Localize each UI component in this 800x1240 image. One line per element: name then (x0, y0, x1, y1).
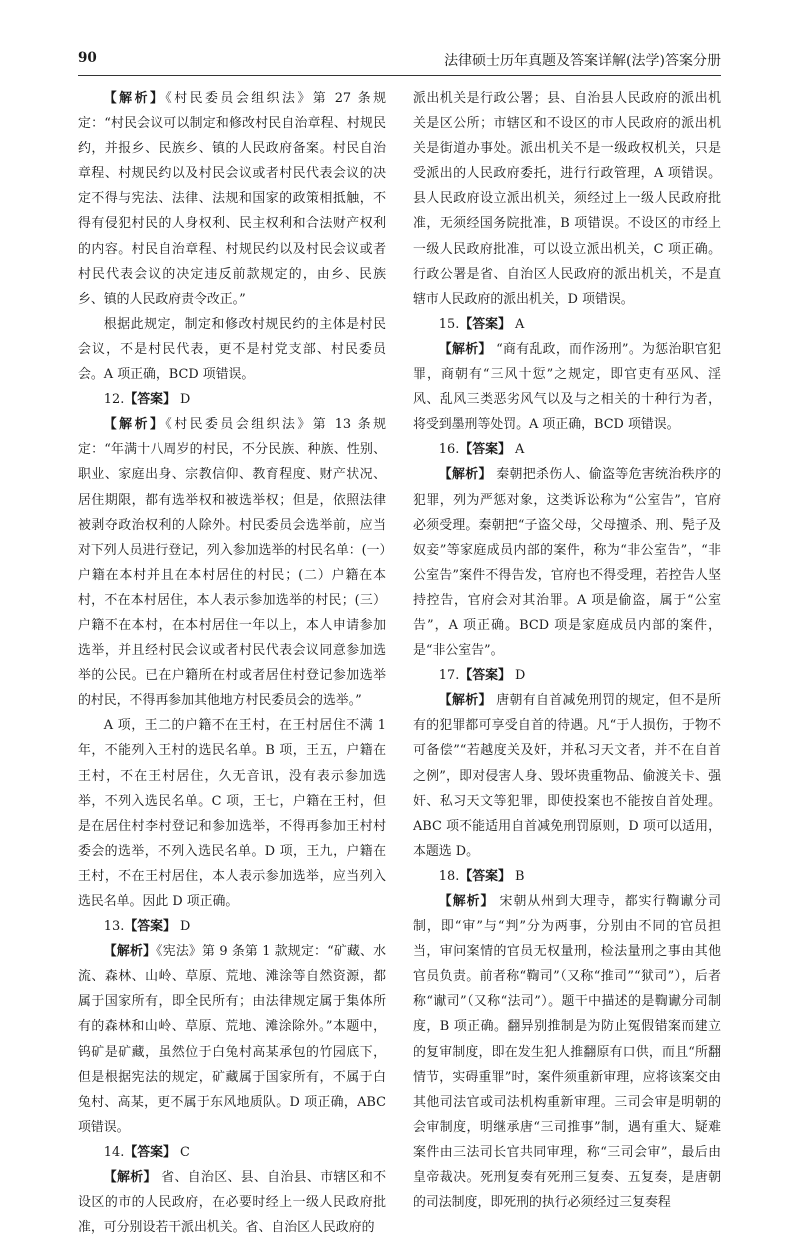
answer-label: 【答案】 (459, 668, 511, 684)
q17-answer-value: D (514, 668, 526, 684)
page-header (78, 50, 721, 72)
q18-number: 18. (438, 868, 460, 884)
q12-analysis-text: 《村民委员会组织法》第 13 条规定：“年满十八周岁的村民，不分民族、种族、性别、职业、家庭出身、宗教信仰、教育程度、财产状况、居住期限，都有选举权和被选举权；但是，依照法律被剥夺政治权利的人除外。村民委员会选举前，应当对下列人员进行登记，列入参加选举的村民名单：(一）户籍在本村并且在本村居住的村民；(二）户籍在本村，不在本村居住，本人表示参加选举的村民；(三）户籍不在本村，在本村居住一年以上，本人申请参加选举，并且经村民会议或者村民代表会议同意参加选举的公民。已在户籍所在村或者居住村登记参加选举的村民，不得再参加其他地方村民委员会的选举。” (78, 417, 386, 709)
q11-analysis-text: 《村民委员会组织法》第 27 条规定：“村民会议可以制定和修改村民自治章程、村规民约，并报乡、民族乡、镇的人民政府备案。村民自治章程、村规民约以及村民会议或者村民代表会议的决定不得与宪法、法律、法规和国家的政策相抵触，不得有侵犯村民的人身权利、民主权利和合法财产权利的内容。村民自治章程、村规民约以及村民会议或者村民代表会议的决定违反前款规定的，由乡、民族乡、镇的人民政府责令改正。” (78, 91, 386, 307)
q14-answer-value: C (179, 1144, 190, 1160)
q13-analysis (78, 939, 386, 1140)
q11-conclusion: 根据此规定，制定和修改村规民约的主体是村民会议，不是村民代表，更不是村党支部、村民委员会。A 项正确，BCD 项错误。 (78, 316, 386, 383)
q16-number: 16. (438, 442, 460, 458)
q17-analysis-text: 唐朝有自首减免刑罚的规定，但不是所有的犯罪都可享受自首的待遇。凡“于人损伤，于物不可备偿”“若越度关及奸，并私习天文者，并不在自首之例”，即对侵害人身、毁坏贵重物品、偷渡关卡、强奸、私习天文等犯罪，即使投案也不能按自首处理。ABC 项不能适用自首减免刑罚原则，D 项可以适用，本题选 D。 (413, 693, 722, 859)
right-column (413, 86, 721, 1215)
q12-number: 12. (103, 392, 125, 408)
q14-answer (78, 1140, 386, 1165)
q13-answer (78, 914, 386, 939)
answer-label: 【答案】 (124, 392, 176, 408)
answer-label: 【答案】 (124, 1144, 176, 1160)
q17-answer (413, 663, 721, 688)
q17-analysis (413, 688, 721, 864)
analysis-label: 【解析】 (103, 1170, 157, 1186)
q11-analysis (78, 86, 386, 312)
analysis-label: 【解析】 (103, 417, 166, 433)
analysis-label: 【解析】 (438, 467, 492, 483)
q18-answer (413, 864, 721, 889)
running-title: 法律硕士历年真题及答案详解(法学)答案分册 (444, 53, 721, 69)
q13-answer-value: D (179, 919, 191, 935)
q12-explain: A 项，王二的户籍不在王村，在王村居住不满 1 年，不能列入王村的选民名单。B 项，王五，户籍在王村，不在王村居住，久无音讯，没有表示参加选举，不列入选民名单。C 项，王七，户籍在王村，但是在居住村李村登记和参加选举，不得再参加王村村委会的选举，不列入选民名单。D 项，王九，户籍在王村，不在王村居住，本人表示参加选举，应当列入选民名单。因此 D 项正确。 (78, 718, 386, 909)
analysis-label: 【解析】 (438, 693, 492, 709)
answer-label: 【答案】 (459, 316, 511, 332)
q16-answer-value: A (514, 442, 525, 458)
q13-number: 13. (103, 919, 125, 935)
q15-analysis-text: “商有乱政，而作汤刑”。为惩治职官犯罪，商朝有“三风十愆”之规定，即官吏有巫风、淫风、乱风三类恶劣风气以及与之相关的十种行为者，将受到墨刑等处罚。A 项正确，BCD 项错误。 (413, 341, 721, 433)
q15-analysis (413, 337, 721, 437)
q16-analysis-text: 秦朝把杀伤人、偷盗等危害统治秩序的犯罪，列为严惩对象，这类诉讼称为“公室告”，官府必须受理。秦朝把“子盗父母，父母擅杀、刑、髡子及奴妾”等家庭成员内部的案件，称为“非公室告”，“非公室告”案件不得告发，官府也不得受理，若控告人坚持控告，官府会对其治罪。A 项是偷盗，属于“公室告”，A 项正确。BCD 项是家庭成员内部的案件，是“非公室告”。 (413, 467, 722, 659)
q15-number: 15. (438, 316, 460, 332)
answer-label: 【答案】 (459, 442, 511, 458)
q16-analysis (413, 462, 721, 663)
q18-answer-value: B (514, 868, 525, 884)
analysis-label: 【解析】 (103, 944, 157, 960)
q14-analysis (78, 1165, 386, 1240)
q14-analysis-text: 省、自治区、县、自治县、市辖区和不设区的市的人民政府，在必要时经上一级人民政府批准，可分别设若干派出机关。省、自治区人民政府的 (78, 1170, 387, 1236)
left-column (78, 86, 386, 1240)
q15-answer-value: A (514, 316, 525, 332)
q12-answer (78, 387, 386, 412)
answer-label: 【答案】 (459, 868, 511, 884)
q12-answer-value: D (179, 392, 191, 408)
page-number: 90 (78, 50, 97, 66)
analysis-label: 【解析】 (438, 894, 495, 909)
header-rule (78, 75, 721, 76)
q18-analysis (413, 889, 721, 1215)
q15-answer (413, 312, 721, 337)
q12-analysis (78, 412, 386, 713)
q14-number: 14. (103, 1144, 125, 1160)
q18-analysis-text: 宋朝从州到大理寺，都实行鞫谳分司制，即“审”与“判”分为两事，分别由不同的官员担当，审问案情的官员无权量刑，检法量刑之事由其他官员负责。前者称“鞫司”（又称“推司”“狱司”），后者称“谳司”（又称“法司”）。题干中描述的是鞫谳分司制度，B 项正确。翻异别推制是为防止冤假错案而建立的复审制度，即在发生犯人推翻原有口供，而且“所翻情节，实碍重罪”时，案件须重新审理，应将该案交由其他司法官或司法机构重新审理。三司会审是明朝的会审制度，明继承唐“三司推事”制，遇有重大、疑难案件由三法司长官共同审理，称“三司会审”，最后由皇帝裁决。死刑复奏有死刑三复奏、五复奏，是唐朝的司法制度，即死刑的执行必须经过三复奏程 (413, 894, 722, 1211)
q14-analysis-continued: 派出机关是行政公署；县、自治县人民政府的派出机关是区公所；市辖区和不设区的市人民政府的派出机关是街道办事处。派出机关不是一级政权机关，只是受派出的人民政府委托，进行行政管理，A 项错误。县人民政府设立派出机关，须经过上一级人民政府批准，无须经国务院批准，B 项错误。不设区的市经上一级人民政府批准，可以设立派出机关，C 项正确。行政公署是省、自治区人民政府的派出机关，不是直辖市人民政府的派出机关，D 项错误。 (413, 91, 721, 307)
q17-number: 17. (438, 668, 460, 684)
analysis-label: 【解析】 (438, 341, 492, 357)
q13-analysis-text: 《宪法》第 9 条第 1 款规定：“矿藏、水流、森林、山岭、草原、荒地、滩涂等自然资源，都属于国家所有，即全民所有；由法律规定属于集体所有的森林和山岭、草原、荒地、滩涂除外。”本题中，钨矿是矿藏，虽然位于白兔村高某承包的竹园底下，但是根据宪法的规定，矿藏属于国家所有，不属于白兔村、高某，更不属于东风地质队。D 项正确，ABC 项错误。 (78, 944, 387, 1135)
answer-label: 【答案】 (124, 919, 176, 935)
analysis-label: 【解析】 (103, 91, 166, 106)
q16-answer (413, 437, 721, 462)
